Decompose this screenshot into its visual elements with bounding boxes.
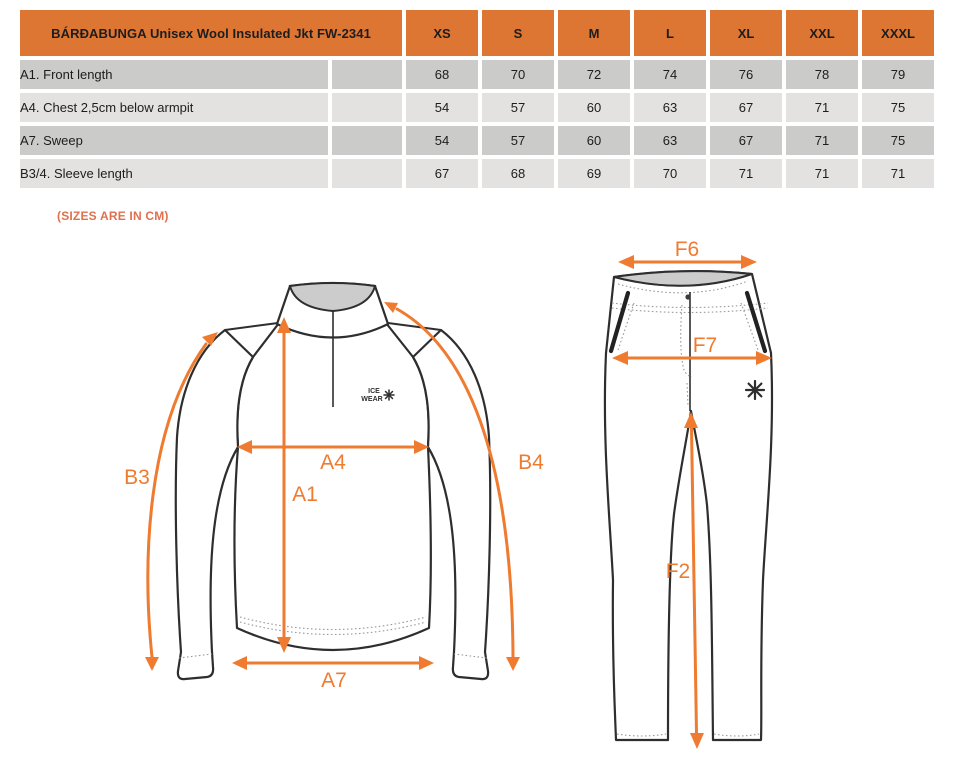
value-cell: 74 [634, 60, 706, 89]
size-header-xs: XS [406, 10, 478, 56]
label-b4: B4 [518, 451, 544, 474]
label-f6: F6 [674, 238, 700, 261]
right-shoulder-seam [388, 323, 441, 330]
value-cell: 71 [862, 159, 934, 188]
label-a1: A1 [292, 483, 318, 506]
sizes-unit-note: (SIZES ARE IN CM) [57, 209, 169, 223]
value-cell: 67 [406, 159, 478, 188]
value-cell: 60 [558, 126, 630, 155]
value-cell: 78 [786, 60, 858, 89]
size-header-s: S [482, 10, 554, 56]
value-cell: 67 [710, 93, 782, 122]
measure-label: A7. Sweep [20, 126, 328, 155]
size-header-l: L [634, 10, 706, 56]
value-cell: 79 [862, 60, 934, 89]
waist-button [685, 294, 690, 299]
value-cell: 71 [786, 159, 858, 188]
label-f2: F2 [665, 560, 691, 583]
value-cell: 54 [406, 126, 478, 155]
size-header-xxl: XXL [786, 10, 858, 56]
label-b3: B3 [124, 466, 150, 489]
size-header-xl: XL [710, 10, 782, 56]
value-cell: 71 [786, 93, 858, 122]
value-cell: 68 [406, 60, 478, 89]
label-a7: A7 [321, 669, 347, 692]
label-a4: A4 [320, 451, 346, 474]
value-cell: 57 [482, 93, 554, 122]
snowflake-icon [384, 390, 394, 400]
left-shoulder-seam [225, 323, 278, 330]
brand-line2: WEAR [361, 396, 383, 403]
size-header-m: M [558, 10, 630, 56]
value-cell: 63 [634, 93, 706, 122]
value-cell: 70 [634, 159, 706, 188]
product-title-cell: BÁRÐABUNGA Unisex Wool Insulated Jkt FW-2341 [20, 10, 402, 56]
value-cell: 67 [710, 126, 782, 155]
pants-diagram [605, 238, 772, 749]
size-header-xxxl: XXXL [862, 10, 934, 56]
brand-line1: ICE [368, 388, 380, 395]
value-cell: 76 [710, 60, 782, 89]
measure-label: A4. Chest 2,5cm below armpit [20, 93, 328, 122]
value-cell: 75 [862, 126, 934, 155]
value-cell: 70 [482, 60, 554, 89]
measure-label: B3/4. Sleeve length [20, 159, 328, 188]
label-f7: F7 [692, 334, 718, 357]
measure-label: A1. Front length [20, 60, 328, 89]
value-cell: 54 [406, 93, 478, 122]
pants-body [605, 271, 772, 740]
arrow-a7 [232, 656, 434, 670]
value-cell: 71 [710, 159, 782, 188]
snowflake-icon [746, 381, 764, 399]
value-cell: 68 [482, 159, 554, 188]
value-cell: 75 [862, 93, 934, 122]
value-cell: 60 [558, 93, 630, 122]
jacket-diagram [124, 283, 544, 692]
value-cell: 72 [558, 60, 630, 89]
value-cell: 57 [482, 126, 554, 155]
value-cell: 63 [634, 126, 706, 155]
value-cell: 71 [786, 126, 858, 155]
value-cell: 69 [558, 159, 630, 188]
